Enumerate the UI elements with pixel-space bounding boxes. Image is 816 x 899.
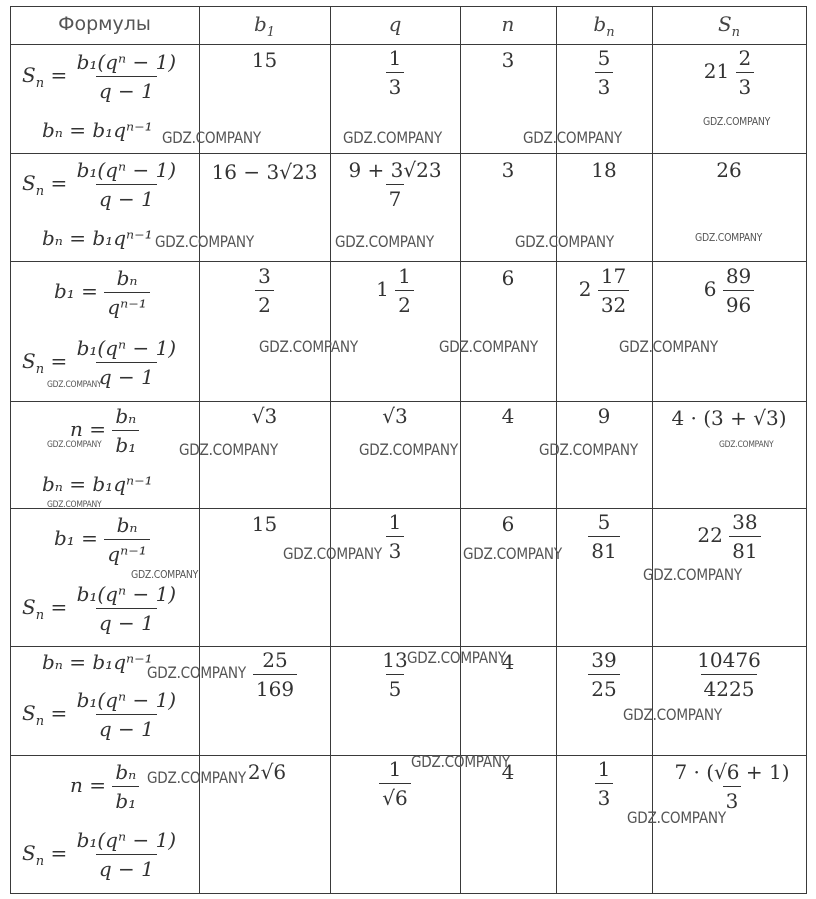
watermark: GDZ.COMPANY	[703, 115, 771, 128]
watermark: GDZ.COMPANY	[463, 544, 562, 563]
formula-sum: $S_n$ = $\frac{\text{b₁(qⁿ − 1)}}{q - 1}$	[22, 688, 177, 741]
watermark: GDZ.COMPANY	[623, 705, 722, 724]
header-formulas: Формулы	[58, 13, 151, 35]
watermark: GDZ.COMPANY	[47, 380, 102, 390]
row3-n: 6	[501, 266, 515, 290]
watermark: GDZ.COMPANY	[619, 337, 718, 356]
row2-q: $\frac{9 + 3√23}{7}$	[348, 158, 442, 211]
row1-b1: 15	[251, 48, 278, 72]
watermark: GDZ.COMPANY	[719, 440, 774, 450]
formula-first-term: b₁ = $\frac{\text{bₙ}}{\text{qⁿ⁻¹}}$	[54, 511, 150, 568]
watermark: GDZ.COMPANY	[259, 337, 358, 356]
watermark: GDZ.COMPANY	[283, 544, 382, 563]
row2-n: 3	[501, 158, 515, 182]
row1-n: 3	[501, 48, 515, 72]
watermark: GDZ.COMPANY	[147, 768, 246, 787]
row1-sn: 21 $\frac{2}{3}$	[652, 44, 806, 101]
row4-bn: 9	[597, 404, 611, 428]
watermark: GDZ.COMPANY	[131, 568, 199, 581]
formula-sum: $S_n$ = $\frac{\text{b₁(qⁿ − 1)}}{q - 1}$	[22, 828, 177, 881]
watermark: GDZ.COMPANY	[523, 128, 622, 147]
watermark: GDZ.COMPANY	[335, 232, 434, 251]
formula-n: n = $\frac{\text{bₙ}}{\text{b₁}}$	[70, 758, 139, 815]
row2-sn: 26	[716, 158, 742, 182]
formula-nth-term: bₙ = b₁qⁿ⁻¹	[42, 650, 153, 674]
watermark: GDZ.COMPANY	[359, 440, 458, 459]
row4-b1: √3	[251, 404, 278, 428]
row4-n: 4	[501, 404, 515, 428]
watermark: GDZ.COMPANY	[155, 232, 254, 251]
watermark: GDZ.COMPANY	[162, 128, 261, 147]
row6-sn: $\frac{10476}{4225}$	[697, 648, 761, 701]
header-bn: $b_n$	[593, 12, 615, 40]
row5-bn: $\frac{5}{81}$	[556, 508, 652, 565]
header-sn: $S_n$	[717, 12, 741, 40]
row2-b1: 16 − 3√23	[211, 160, 318, 184]
header-n: n	[501, 12, 515, 36]
watermark: GDZ.COMPANY	[695, 231, 763, 244]
row7-sn: $\frac{7 \cdot (√6 + 1)}{3}$	[674, 760, 790, 813]
formula-nth-term: bₙ = b₁qⁿ⁻¹	[42, 118, 153, 142]
row7-b1: 2√6	[247, 760, 287, 784]
header-q: q	[388, 12, 402, 36]
watermark: GDZ.COMPANY	[515, 232, 614, 251]
row1-q: $\frac{1}{3}$	[330, 44, 460, 101]
row4-q: √3	[382, 404, 408, 428]
watermark: GDZ.COMPANY	[439, 337, 538, 356]
row7-n: 4	[501, 760, 515, 784]
watermark: GDZ.COMPANY	[47, 440, 102, 450]
row6-n: 4	[501, 650, 515, 674]
row5-n: 6	[501, 512, 515, 536]
watermark: GDZ.COMPANY	[407, 648, 506, 667]
watermark: GDZ.COMPANY	[179, 440, 278, 459]
row5-sn: 22 $\frac{38}{81}$	[652, 508, 806, 565]
row5-q: $\frac{1}{3}$	[330, 508, 460, 565]
watermark: GDZ.COMPANY	[147, 663, 246, 682]
row3-sn: 6 $\frac{89}{96}$	[652, 262, 806, 319]
row6-bn: $\frac{39}{25}$	[556, 646, 652, 703]
formula-nth-term: bₙ = b₁qⁿ⁻¹	[42, 472, 153, 496]
header-b1: $b_1$	[253, 12, 276, 40]
row3-b1: $\frac{3}{2}$	[199, 262, 330, 319]
row7-q: $\frac{1}{√6}$	[370, 755, 420, 812]
formula-sum: $S_n$ = $\frac{\text{b₁(qⁿ − 1)}}{q - 1}$	[22, 582, 177, 635]
watermark: GDZ.COMPANY	[539, 440, 638, 459]
watermark: GDZ.COMPANY	[627, 808, 726, 827]
watermark: GDZ.COMPANY	[47, 500, 102, 510]
watermark: GDZ.COMPANY	[643, 565, 742, 584]
row7-bn: $\frac{1}{3}$	[556, 755, 652, 812]
formula-nth-term: bₙ = b₁qⁿ⁻¹	[42, 226, 153, 250]
row4-sn: 4 · (3 + √3)	[671, 406, 787, 430]
row3-bn: 2 $\frac{17}{32}$	[556, 262, 652, 319]
formula-sum: $S_n$ = $\frac{\text{b₁(qⁿ − 1)}}{q - 1}$	[22, 50, 177, 103]
row5-b1: 15	[251, 512, 278, 536]
formula-sum: $S_n$ = $\frac{\text{b₁(qⁿ − 1)}}{q - 1}$	[22, 336, 177, 389]
row3-q: 1 $\frac{1}{2}$	[330, 262, 460, 319]
watermark: GDZ.COMPANY	[411, 752, 510, 771]
row2-bn: 18	[591, 158, 617, 182]
watermark: GDZ.COMPANY	[343, 128, 442, 147]
formula-sum: $S_n$ = $\frac{\text{b₁(qⁿ − 1)}}{q - 1}$	[22, 158, 177, 211]
formula-first-term: b₁ = $\frac{\text{bₙ}}{\text{qⁿ⁻¹}}$	[54, 264, 150, 321]
row6-b1: $\frac{25}{169}$	[240, 646, 310, 703]
row6-q: $\frac{13}{5}$	[382, 648, 408, 701]
formula-n: n = $\frac{\text{bₙ}}{\text{b₁}}$	[70, 402, 139, 459]
row1-bn: $\frac{5}{3}$	[556, 44, 652, 101]
